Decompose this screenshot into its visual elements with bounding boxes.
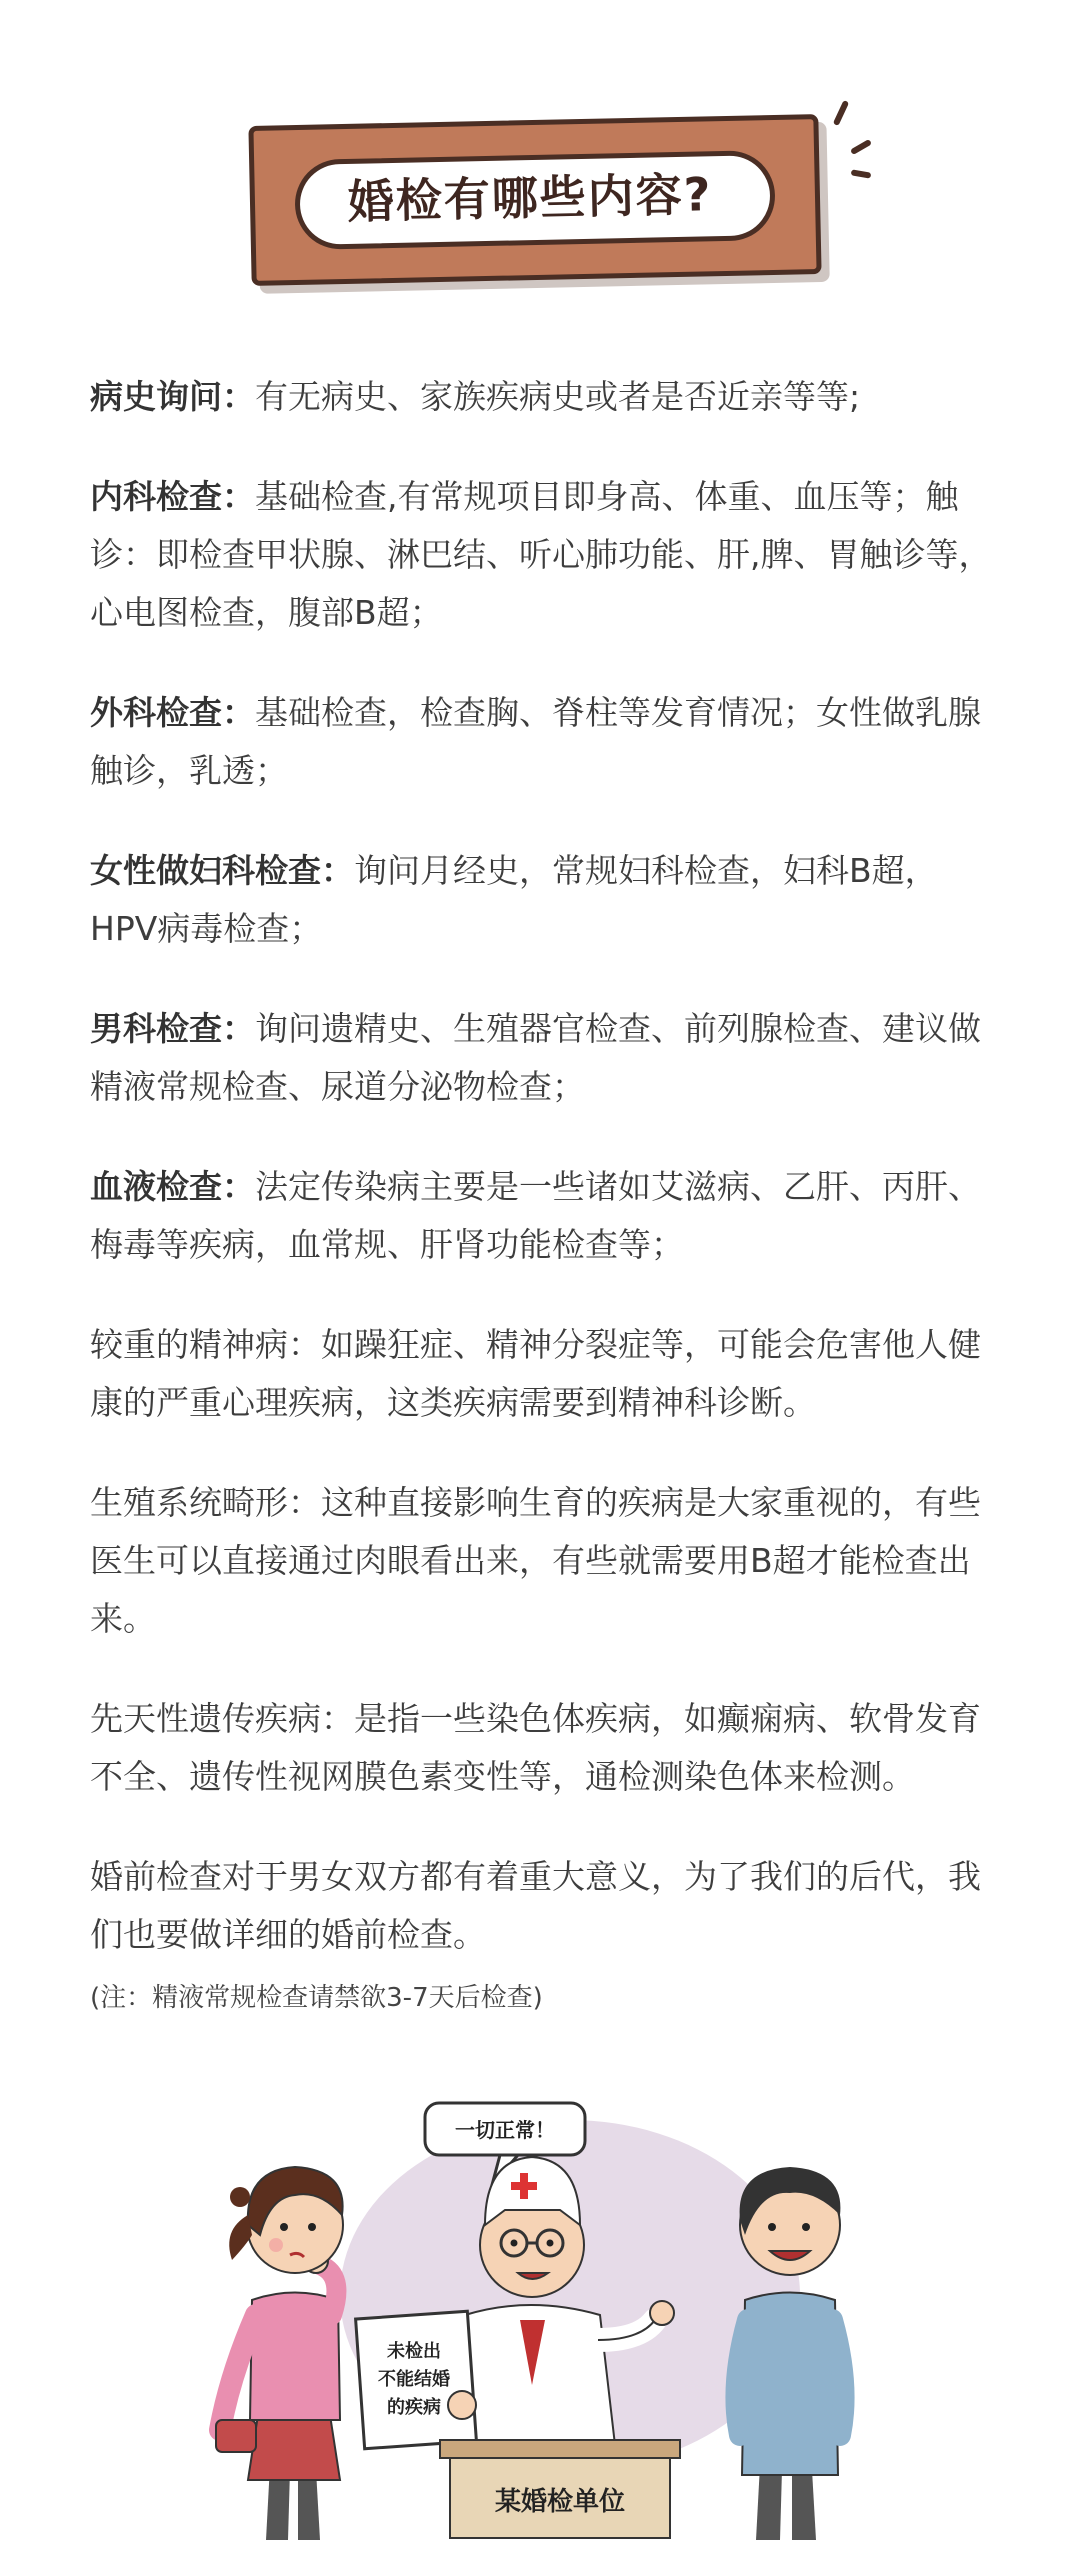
article-body	[90, 368, 1000, 2018]
sparkle-line-2	[850, 139, 872, 155]
section-text: 基础检查，检查胸、脊柱等发育情况；女性做乳腺触诊，乳透；	[90, 693, 981, 790]
section-text: 基础检查,有常规项目即身高、体重、血压等；触诊：即检查甲状腺、淋巴结、听心肺功能、肝,脾、胃触诊等，心电图检查，腹部B超；	[90, 477, 992, 632]
section-blood	[90, 1158, 1000, 1274]
illustration-svg	[200, 2085, 900, 2555]
woman-figure	[216, 2167, 343, 2540]
man-figure	[736, 2167, 843, 2540]
desk	[440, 2440, 680, 2538]
sparkle-line-1	[833, 100, 849, 126]
section-label: 内科检查：	[90, 477, 255, 516]
speech-bubble-text: 一切正常！	[455, 2118, 555, 2142]
section-text: 较重的精神病：如躁狂症、精神分裂症等，可能会危害他人健康的严重心理疾病，这类疾病需要到精神科诊断。	[90, 1325, 981, 1422]
section-internal	[90, 468, 1000, 642]
section-text: 生殖系统畸形：这种直接影响生育的疾病是大家重视的，有些医生可以直接通过肉眼看出来，有些就需要用B超才能检查出来。	[90, 1483, 981, 1638]
page-title: 婚检有哪些内容?	[347, 167, 713, 229]
section-text: 法定传染病主要是一些诸如艾滋病、乙肝、丙肝、梅毒等疾病，血常规、肝肾功能检查等；	[90, 1167, 981, 1264]
section-genetic	[90, 1690, 1000, 1806]
paper-line-3: 的疾病	[387, 2397, 441, 2418]
section-text: 先天性遗传疾病：是指一些染色体疾病，如癫痫病、软骨发育不全、遗传性视网膜色素变性等，通检测染色体来检测。	[90, 1699, 981, 1796]
section-text: 询问遗精史、生殖器官检查、前列腺检查、建议做精液常规检查、尿道分泌物检查；	[90, 1009, 981, 1106]
paper-sign	[356, 2311, 477, 2448]
section-gynecology	[90, 842, 1000, 958]
section-label: 男科检查：	[90, 1009, 255, 1048]
section-andrology	[90, 1000, 1000, 1116]
title-banner	[230, 100, 830, 290]
section-conclusion	[90, 1848, 1000, 1964]
paper-line-1: 未检出	[387, 2341, 441, 2362]
section-text: 询问月经史，常规妇科检查，妇科B超，HPV病毒检查；	[90, 851, 938, 948]
section-malformation	[90, 1474, 1000, 1648]
sparkle-line-3	[851, 169, 872, 178]
footnote: (注：精液常规检查请禁欲3-7天后检查)	[90, 1983, 543, 2013]
cartoon-illustration	[200, 2085, 900, 2555]
section-surgical	[90, 684, 1000, 800]
section-text: 有无病史、家族疾病史或者是否近亲等等;	[255, 377, 861, 416]
section-label: 外科检查：	[90, 693, 255, 732]
section-mental	[90, 1316, 1000, 1432]
section-history	[90, 368, 1000, 426]
section-label: 女性做妇科检查：	[90, 851, 354, 890]
desk-label: 某婚检单位	[494, 2487, 626, 2517]
paper-line-2: 不能结婚	[378, 2369, 450, 2390]
section-text: 婚前检查对于男女双方都有着重大意义，为了我们的后代，我们也要做详细的婚前检查。	[90, 1857, 981, 1954]
section-label: 病史询问：	[90, 377, 255, 416]
section-label: 血液检查：	[90, 1167, 255, 1206]
